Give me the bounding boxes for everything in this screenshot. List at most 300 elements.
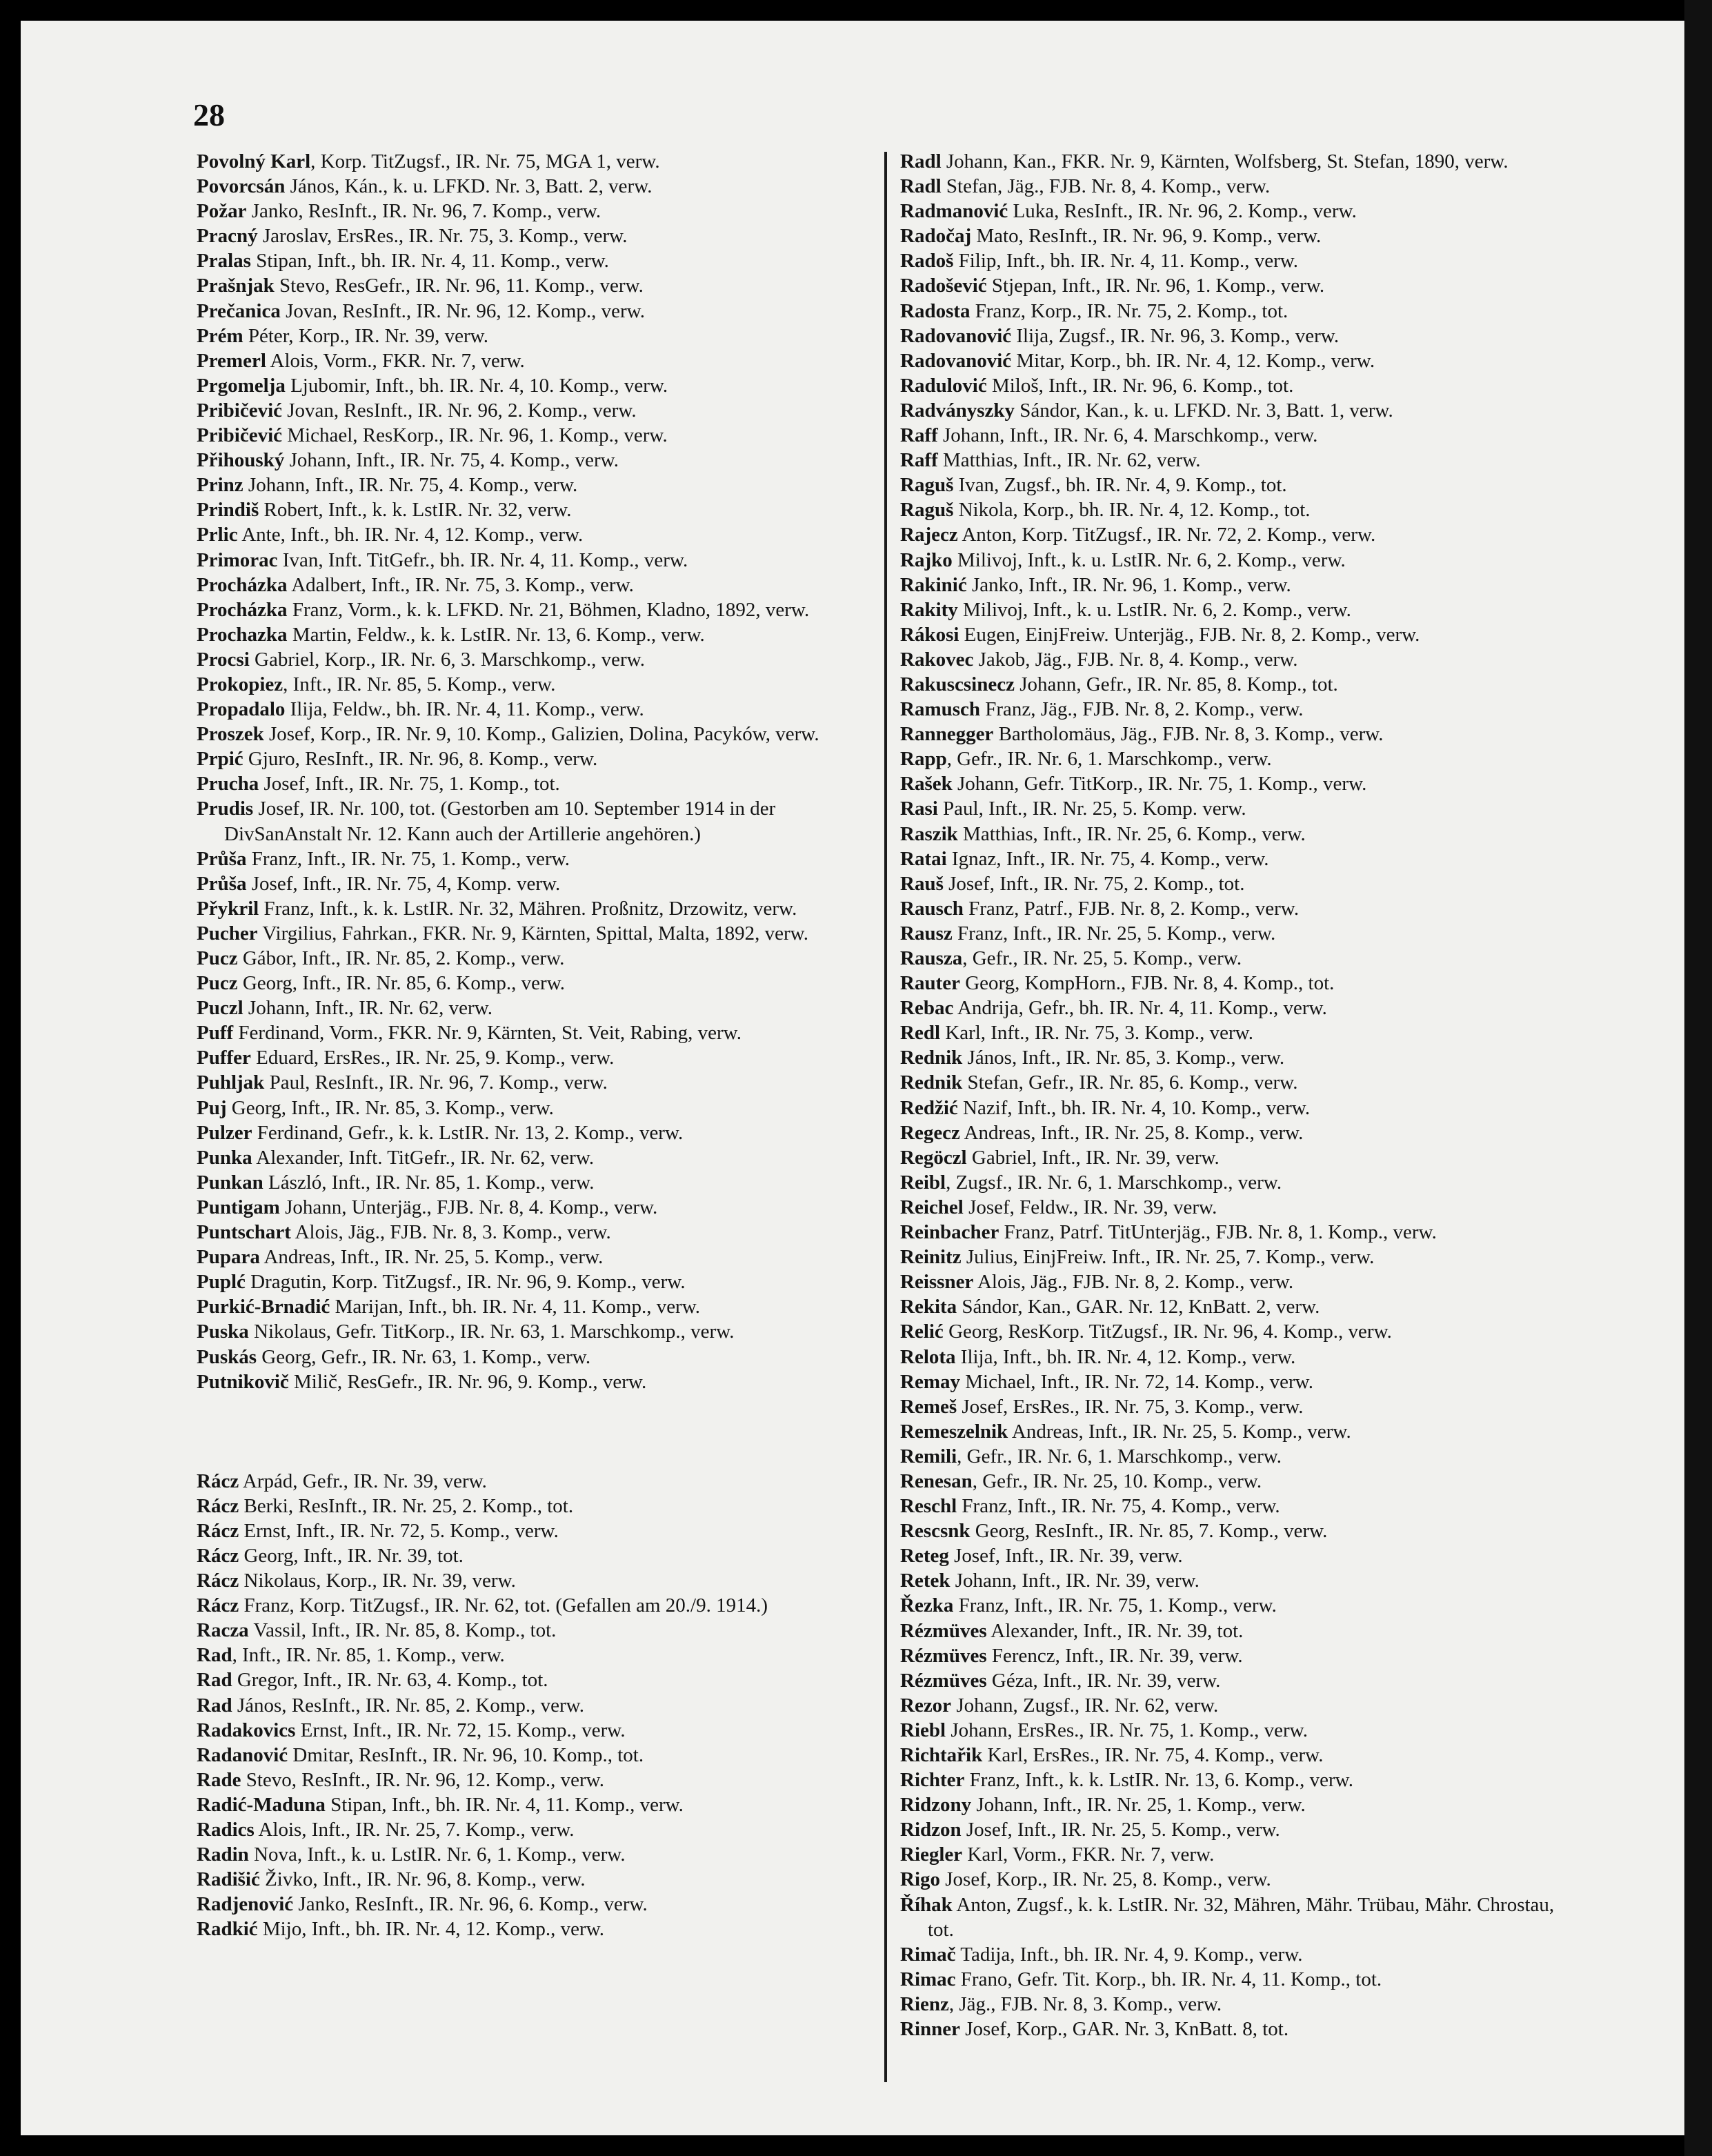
list-entry [197,1718,879,1743]
entry-details: Georg, KompHorn., FJB. Nr. 8, 4. Komp., tot. [959,972,1335,995]
entry-details: Josef, Feldw., IR. Nr. 39, verw. [963,1196,1217,1218]
list-entry [900,1543,1583,1568]
document-page [21,21,1684,2135]
list-entry [900,1444,1583,1469]
list-entry [197,1469,879,1494]
list-entry [900,423,1583,448]
entry-surname: Radovanović [900,349,1012,372]
list-entry [900,1170,1583,1195]
list-entry [197,647,879,672]
entry-details: Georg, Inft., IR. Nr. 85, 6. Komp., verw. [237,972,566,995]
entry-surname: Prokopiez [197,673,283,695]
entry-details: Matthias, Inft., IR. Nr. 25, 6. Komp., verw. [957,822,1306,845]
entry-surname: Reinbacher [900,1221,999,1244]
entry-surname: Rednik [900,1047,963,1069]
list-entry [197,996,879,1020]
entry-details: Josef, Inft., IR. Nr. 75, 4, Komp. verw. [246,872,561,895]
entry-surname: Procházka [197,598,288,621]
entry-surname: Redžić [900,1096,958,1119]
entry-details: Josef, Korp., IR. Nr. 9, 10. Komp., Galizien, Dolina, Pacyków, verw. [263,723,819,746]
entry-surname: Rácz [197,1570,239,1592]
list-entry [197,1593,879,1618]
entry-details: Johann, Zugsf., IR. Nr. 62, verw. [951,1694,1219,1717]
entry-details: , Korp. TitZugsf., IR. Nr. 75, MGA 1, verw. [310,150,660,172]
entry-details: Johann, Gefr., IR. Nr. 85, 8. Komp., tot. [1014,673,1338,695]
entry-details: Anton, Korp. TitZugsf., IR. Nr. 72, 2. Komp., verw. [957,524,1376,546]
entry-details: Robert, Inft., k. k. LstIR. Nr. 32, verw. [259,499,572,522]
entry-surname: Přykril [197,897,259,920]
list-entry [197,1643,879,1668]
entry-surname: Regecz [900,1121,960,1144]
entry-surname: Pucher [197,922,258,945]
list-entry [900,1593,1583,1618]
list-entry [197,847,879,871]
entry-surname: Puhljak [197,1071,265,1094]
entry-surname: Procsi [197,648,250,671]
list-entry [197,1618,879,1643]
entry-surname: Radványszky [900,399,1015,422]
list-entry [197,1743,879,1768]
entry-details: Milivoj, Inft., k. u. LstIR. Nr. 6, 2. Komp., verw. [957,598,1351,621]
entry-surname: Prgomelja [197,374,286,397]
entry-surname: Rienz [900,1992,949,2015]
entry-surname: Ridzony [900,1794,972,1817]
list-entry [197,1693,879,1718]
entry-details: Mijo, Inft., bh. IR. Nr. 4, 12. Komp., verw. [257,1918,605,1941]
entry-details: Arpád, Gefr., IR. Nr. 39, verw. [239,1470,487,1492]
list-entry [197,1120,879,1145]
entry-details: Alois, Vorm., FKR. Nr. 7, verw. [266,349,525,372]
entry-details: Tadija, Inft., bh. IR. Nr. 4, 9. Komp., verw. [955,1943,1303,1966]
entry-details: Stevo, ResInft., IR. Nr. 96, 12. Komp., verw. [241,1768,604,1791]
entry-details: Jakob, Jäg., FJB. Nr. 8, 4. Komp., verw. [973,648,1298,671]
entry-details: Alois, Jäg., FJB. Nr. 8, 2. Komp., verw. [973,1271,1294,1294]
entry-surname: Rákosi [900,623,959,646]
entry-details: Andreas, Inft., IR. Nr. 25, 8. Komp., verw. [959,1121,1304,1144]
list-entry [900,1394,1583,1419]
entry-details: Georg, Inft., IR. Nr. 39, tot. [239,1544,464,1567]
list-entry [900,299,1583,324]
entry-details: Vassil, Inft., IR. Nr. 85, 8. Komp., tot. [248,1619,557,1642]
entry-details: Franz, Inft., IR. Nr. 75, 1. Komp., verw. [246,847,570,870]
list-entry [900,1519,1583,1543]
list-entry [197,1170,879,1195]
entry-details: Franz, Inft., IR. Nr. 25, 5. Komp., verw. [952,922,1276,945]
entry-details: Paul, ResInft., IR. Nr. 96, 7. Komp., verw. [264,1071,608,1094]
entry-details: Georg, ResInft., IR. Nr. 85, 7. Komp., verw. [970,1520,1328,1543]
list-entry [197,871,879,896]
entry-surname: Rašek [900,773,953,795]
entry-surname: Rad [197,1644,232,1667]
entry-surname: Rebac [900,997,954,1020]
entry-details: Andreas, Inft., IR. Nr. 25, 5. Komp., verw. [259,1246,604,1269]
entry-details: Jovan, ResInft., IR. Nr. 96, 12. Komp., verw. [280,299,645,322]
entry-surname: Rakity [900,598,958,621]
entry-surname: Puff [197,1022,234,1045]
list-entry [900,971,1583,996]
entry-surname: Reichel [900,1196,964,1218]
entry-details: Ilija, Zugsf., IR. Nr. 96, 3. Komp., verw. [1011,324,1340,347]
list-entry [900,1693,1583,1718]
entry-details: Franz, Inft., IR. Nr. 75, 1. Komp., verw. [953,1594,1277,1617]
entry-details: , Gefr., IR. Nr. 6, 1. Marschkomp., verw. [957,1445,1282,1467]
entry-surname: Radosta [900,299,971,322]
list-entry [197,398,879,423]
list-entry [197,1195,879,1220]
entry-details: Josef, Inft., IR. Nr. 39, verw. [948,1545,1183,1567]
entry-details: Péter, Korp., IR. Nr. 39, verw. [243,324,488,347]
entry-details: Andrija, Gefr., bh. IR. Nr. 4, 11. Komp., verw. [953,997,1327,1020]
entry-details: Georg, ResKorp. TitZugsf., IR. Nr. 96, 4. Komp., verw. [943,1321,1392,1343]
entry-surname: Rade [197,1768,241,1791]
entry-surname: Punka [197,1146,252,1169]
list-entry [197,896,879,921]
entry-surname: Řezka [900,1594,954,1617]
page-number: 28 [193,97,225,132]
entry-details: Johann, Inft., IR. Nr. 75, 4. Komp., verw. [284,449,619,472]
entry-details: Paul, Inft., IR. Nr. 25, 5. Komp. verw. [937,798,1246,820]
entry-surname: Puczl [197,997,243,1020]
entry-details: Dragutin, Korp. TitZugsf., IR. Nr. 96, 9. Komp., verw. [245,1271,686,1294]
entry-details: Bartholomäus, Jäg., FJB. Nr. 8, 3. Komp., verw. [993,723,1384,746]
list-entry [197,149,879,174]
entry-surname: Riebl [900,1719,946,1741]
entry-surname: Pupara [197,1246,260,1269]
entry-details: Miloš, Inft., IR. Nr. 96, 6. Komp., tot. [986,374,1294,397]
entry-surname: Rácz [197,1594,239,1617]
entry-surname: Průša [197,872,247,895]
list-entry [197,1345,879,1369]
entry-surname: Primorac [197,548,278,571]
list-entry [197,597,879,622]
entry-surname: Raff [900,424,938,447]
entry-details: , Inft., IR. Nr. 85, 5. Komp., verw. [283,673,556,695]
list-entry [900,996,1583,1020]
list-entry [900,248,1583,273]
entry-details: Janko, ResInft., IR. Nr. 96, 7. Komp., verw. [246,200,601,223]
list-entry [197,248,879,273]
list-entry [900,597,1583,622]
entry-surname: Reinitz [900,1246,962,1269]
entry-details: Virgilius, Fahrkan., FKR. Nr. 9, Kärnten, Spittal, Malta, 1892, verw. [257,922,808,945]
list-entry [197,1543,879,1568]
entry-details: Johann, Kan., FKR. Nr. 9, Kärnten, Wolfsberg, St. Stefan, 1890, verw. [941,150,1509,172]
entry-surname: Pulzer [197,1121,252,1144]
entry-details: Josef, Korp., IR. Nr. 25, 8. Komp., verw. [940,1868,1271,1891]
entry-details: Ferdinand, Vorm., FKR. Nr. 9, Kärnten, St. Veit, Rabing, verw. [233,1022,741,1045]
entry-surname: Prlic [197,524,238,546]
list-entry [197,697,879,722]
entry-surname: Požar [197,200,247,223]
entry-surname: Rácz [197,1544,239,1567]
entry-details: Stevo, ResGefr., IR. Nr. 96, 11. Komp., verw. [274,275,644,297]
list-entry [900,1992,1583,2017]
list-entry [900,796,1583,821]
entry-details: Gabriel, Inft., IR. Nr. 39, verw. [966,1146,1220,1169]
entry-surname: Říhak [900,1893,953,1916]
list-entry [197,1020,879,1045]
entry-details: Marijan, Inft., bh. IR. Nr. 4, 11. Komp., verw. [330,1296,701,1318]
entry-surname: Prečanica [197,299,281,322]
entry-details: Josef, ErsRes., IR. Nr. 75, 3. Komp., verw. [957,1395,1304,1418]
entry-surname: Pribičević [197,424,283,447]
list-entry [900,199,1583,224]
entry-surname: Putnikovič [197,1370,289,1393]
entry-details: Johann, Inft., IR. Nr. 62, verw. [243,997,493,1020]
entry-surname: Radanović [197,1743,288,1766]
entry-surname: Rinner [900,2018,960,2041]
entry-details: Eduard, ErsRes., IR. Nr. 25, 9. Komp., verw. [250,1047,615,1069]
entry-details: Johann, Inft., IR. Nr. 39, verw. [950,1570,1200,1592]
entry-details: Adalbert, Inft., IR. Nr. 75, 3. Komp., verw. [287,573,634,596]
list-entry [900,522,1583,547]
entry-details: Matthias, Inft., IR. Nr. 62, verw. [937,449,1201,472]
entry-surname: Puskás [197,1345,257,1368]
entry-details: János, Inft., IR. Nr. 85, 3. Komp., verw. [962,1047,1285,1069]
entry-surname: Ridzon [900,1819,962,1841]
list-entry [197,746,879,771]
list-entry [900,672,1583,697]
entry-surname: Přihouský [197,449,285,472]
entry-details: Jovan, ResInft., IR. Nr. 96, 2. Komp., verw. [282,399,637,422]
entry-surname: Radišić [197,1868,260,1891]
list-entry [900,2017,1583,2041]
entry-surname: Reissner [900,1271,974,1294]
list-entry [900,871,1583,896]
list-entry [900,647,1583,672]
list-entry [900,1967,1583,1992]
entry-details: Sándor, Kan., GAR. Nr. 12, KnBatt. 2, verw. [957,1296,1320,1318]
entry-details: Gábor, Inft., IR. Nr. 85, 2. Komp., verw. [237,947,565,969]
entry-surname: Rácz [197,1494,239,1517]
entry-surname: Prindiš [197,499,259,522]
entry-surname: Pucz [197,947,238,969]
entry-details: Jaroslav, ErsRes., IR. Nr. 75, 3. Komp., verw. [257,225,628,248]
list-entry [900,1743,1583,1768]
entry-details: , Jäg., FJB. Nr. 8, 3. Komp., verw. [948,1992,1222,2015]
list-entry [900,697,1583,722]
list-entry [900,174,1583,199]
entry-surname: Prochazka [197,623,288,646]
list-entry [900,1619,1583,1643]
entry-surname: Rekita [900,1296,957,1318]
entry-surname: Rescsnk [900,1520,971,1543]
entry-surname: Raguš [900,474,954,497]
entry-details: Michael, ResKorp., IR. Nr. 96, 1. Komp., verw. [282,424,668,447]
entry-surname: Radočaj [900,225,972,248]
entry-details: Milivoj, Inft., k. u. LstIR. Nr. 6, 2. Komp., verw. [952,548,1346,571]
list-entry [900,1768,1583,1792]
list-entry [900,1045,1583,1070]
list-entry [197,1220,879,1245]
entry-details: Ernst, Inft., IR. Nr. 72, 15. Komp., verw. [295,1719,626,1741]
entry-surname: Rácz [197,1470,239,1492]
list-entry [900,1319,1583,1344]
entry-details: Janko, ResInft., IR. Nr. 96, 6. Komp., verw. [293,1893,648,1916]
entry-surname: Radošević [900,275,987,297]
list-entry [197,522,879,547]
list-entry [900,448,1583,473]
list-entry [197,722,879,746]
entry-surname: Retek [900,1570,950,1592]
list-entry [900,1220,1583,1245]
entry-surname: Pribičević [197,399,283,422]
entry-details: Sándor, Kan., k. u. LFKD. Nr. 3, Batt. 1, verw. [1015,399,1393,422]
entry-details: Johann, Inft., IR. Nr. 75, 4. Komp., verw. [243,474,578,497]
entry-details: Julius, EinjFreiw. Inft., IR. Nr. 25, 7. Komp., verw. [961,1246,1375,1269]
entry-details: Franz, Inft., k. k. LstIR. Nr. 13, 6. Komp., verw. [964,1769,1353,1792]
entry-details: Janko, Inft., IR. Nr. 96, 1. Komp., verw. [966,573,1291,596]
entry-surname: Rézmüves [900,1619,987,1642]
entry-details: Josef, Korp., GAR. Nr. 3, KnBatt. 8, tot. [960,2018,1289,2041]
entry-details: Franz, Jäg., FJB. Nr. 8, 2. Komp., verw. [980,698,1304,721]
list-entry [197,1096,879,1120]
entry-surname: Reteg [900,1545,949,1567]
list-entry [197,299,879,324]
entry-details: Georg, Gefr., IR. Nr. 63, 1. Komp., verw. [257,1345,591,1368]
entry-details: Stipan, Inft., bh. IR. Nr. 4, 11. Komp., verw. [325,1793,684,1816]
list-entry [197,1245,879,1269]
list-entry [900,1345,1583,1369]
list-entry [197,1917,879,1941]
entry-surname: Rad [197,1669,232,1692]
entry-surname: Rigo [900,1868,940,1891]
entry-surname: Puska [197,1321,249,1343]
entry-details: Stefan, Jäg., FJB. Nr. 8, 4. Komp., verw. [941,175,1271,198]
entry-details: Josef, Inft., IR. Nr. 75, 1. Komp., tot. [259,773,560,795]
entry-details: , Gefr., IR. Nr. 25, 10. Komp., verw. [972,1470,1262,1492]
entry-surname: Rézmüves [900,1644,987,1667]
entry-details: Mato, ResInft., IR. Nr. 96, 9. Komp., verw. [971,225,1322,248]
entry-surname: Rakovec [900,648,974,671]
entry-surname: Ratai [900,847,947,870]
list-entry [900,946,1583,971]
list-entry [197,273,879,298]
entry-details: Ferencz, Inft., IR. Nr. 39, verw. [986,1644,1243,1667]
list-entry [900,1070,1583,1095]
entry-surname: Rimac [900,1968,956,1990]
list-entry [197,1319,879,1344]
entry-surname: Prém [197,324,243,347]
list-entry [900,921,1583,946]
entry-surname: Radkić [197,1918,258,1941]
entry-details: Franz, Vorm., k. k. LFKD. Nr. 21, Böhmen, Kladno, 1892, verw. [287,598,810,621]
entry-surname: Raszik [900,822,958,845]
list-entry [197,1369,879,1394]
entry-details: Eugen, EinjFreiw. Unterjäg., FJB. Nr. 8, 2. Komp., verw. [959,623,1420,646]
entry-details: Franz, Inft., IR. Nr. 75, 4. Komp., verw. [957,1495,1280,1518]
entry-surname: Prucha [197,773,259,795]
list-entry [900,373,1583,398]
entry-details: Gregor, Inft., IR. Nr. 63, 4. Komp., tot. [232,1669,548,1692]
entry-details: , Zugsf., IR. Nr. 6, 1. Marschkomp., verw. [946,1171,1282,1194]
entry-surname: Renesan [900,1470,973,1492]
entry-surname: Rézmüves [900,1669,987,1692]
entry-details: Franz, Korp., IR. Nr. 75, 2. Komp., tot. [970,299,1288,322]
entry-surname: Rapp [900,748,947,771]
list-entry [197,1817,879,1842]
list-entry [197,1768,879,1792]
entry-surname: Rausch [900,897,964,920]
entry-surname: Richtařik [900,1744,983,1766]
entry-details: Ignaz, Inft., IR. Nr. 75, 4. Komp., verw. [946,847,1269,870]
list-entry [900,548,1583,573]
list-entry [900,896,1583,921]
entry-details: János, Kán., k. u. LFKD. Nr. 3, Batt. 2, verw. [285,175,653,198]
entry-details: Franz, Korp. TitZugsf., IR. Nr. 62, tot. (Gefallen am 20./9. 1914.) [239,1594,768,1617]
list-entry [197,946,879,971]
list-entry [197,497,879,522]
entry-surname: Rausza [900,947,963,969]
entry-details: Ernst, Inft., IR. Nr. 72, 5. Komp., verw. [239,1519,559,1542]
list-entry [900,1195,1583,1220]
entry-surname: Rausz [900,922,953,945]
entry-details: Anton, Zugsf., k. k. LstIR. Nr. 32, Mähren, Mähr. Trübau, Mähr. Chrostau, tot. [928,1893,1555,1941]
entry-details: Ante, Inft., bh. IR. Nr. 4, 12. Komp., verw. [237,524,584,546]
entry-surname: Prinz [197,474,243,497]
entry-surname: Radmanović [900,200,1008,223]
entry-details: Ilija, Feldw., bh. IR. Nr. 4, 11. Komp., verw. [285,698,644,721]
entry-details: Franz, Patrf. TitUnterjäg., FJB. Nr. 8, 1. Komp., verw. [999,1221,1437,1244]
entry-surname: Rakinić [900,573,967,596]
entry-details: Nikola, Korp., bh. IR. Nr. 4, 12. Komp., tot. [953,499,1311,522]
list-entry [900,1942,1583,1967]
list-entry [197,1294,879,1319]
list-entry [900,1145,1583,1170]
entry-surname: Remay [900,1370,960,1393]
entry-surname: Povorcsán [197,175,286,198]
entry-surname: Puntschart [197,1221,291,1244]
entry-surname: Radić-Maduna [197,1793,326,1816]
list-entry [197,423,879,448]
list-entry [197,622,879,647]
entry-surname: Proszek [197,723,264,746]
entry-surname: Rajecz [900,524,958,546]
entry-surname: Pucz [197,972,238,995]
entry-surname: Průša [197,847,247,870]
list-entry [197,1269,879,1294]
entry-surname: Radl [900,175,942,198]
entry-details: Alois, Jäg., FJB. Nr. 8, 3. Komp., verw. [290,1221,611,1244]
list-entry [900,822,1583,847]
scan-edge [1684,0,1712,2156]
list-entry [900,1643,1583,1668]
entry-details: Franz, Patrf., FJB. Nr. 8, 2. Komp., verw. [963,897,1300,920]
entry-surname: Rauš [900,872,944,895]
entry-details: Alexander, Inft. TitGefr., IR. Nr. 62, verw. [252,1146,595,1169]
entry-surname: Redl [900,1022,940,1045]
entry-surname: Rednik [900,1071,963,1094]
entry-surname: Racza [197,1619,249,1642]
entry-details: , Inft., IR. Nr. 85, 1. Komp., verw. [232,1644,505,1667]
entry-details: Andreas, Inft., IR. Nr. 25, 5. Komp., verw. [1008,1420,1351,1443]
list-entry [900,1245,1583,1269]
list-entry [197,1792,879,1817]
list-entry [197,1842,879,1867]
entry-details: Dmitar, ResInft., IR. Nr. 96, 10. Komp., tot. [288,1743,644,1766]
entry-surname: Rácz [197,1519,239,1542]
list-entry [900,273,1583,298]
entry-surname: Raguš [900,499,954,522]
list-entry [197,348,879,373]
list-entry [197,1568,879,1593]
entry-surname: Radin [197,1843,249,1866]
entry-details: Martin, Feldw., k. k. LstIR. Nr. 13, 6. Komp., verw. [287,623,705,646]
list-entry [197,1145,879,1170]
entry-details: Johann, Inft., IR. Nr. 6, 4. Marschkomp., verw. [937,424,1318,447]
list-entry [197,796,879,846]
entry-details: Nikolaus, Korp., IR. Nr. 39, verw. [239,1570,516,1592]
